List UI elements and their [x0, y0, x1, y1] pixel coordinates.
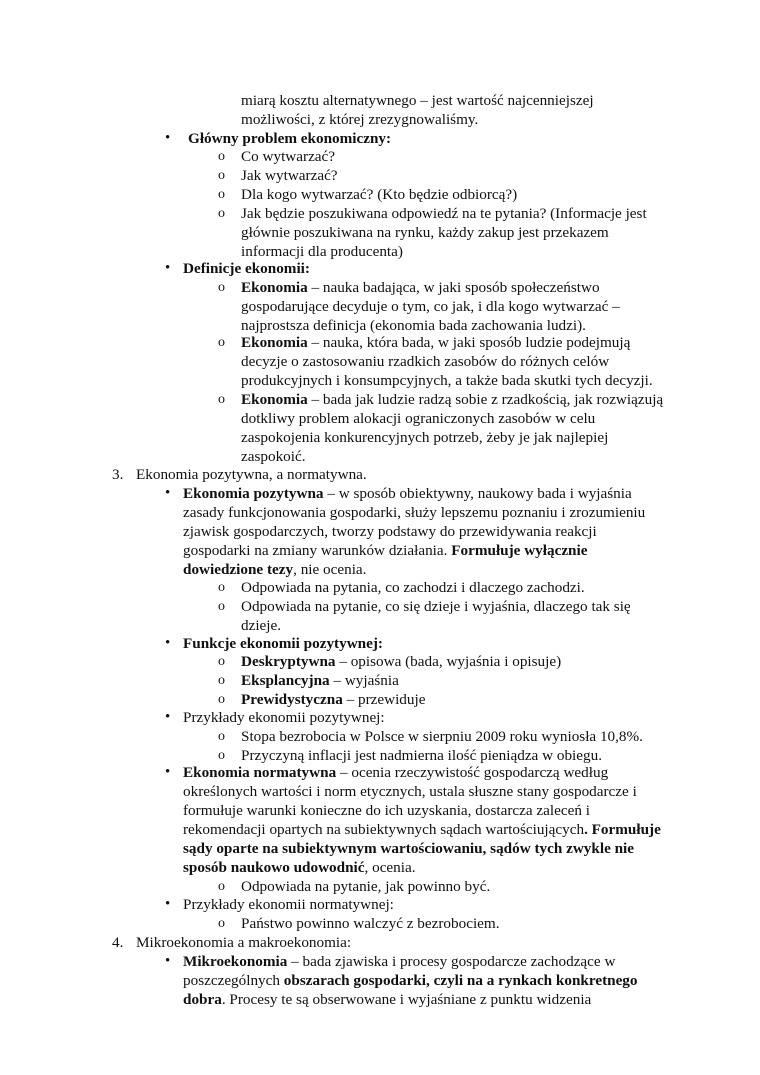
circle-bullet-icon: o	[218, 654, 225, 669]
circle-bullet-icon: o	[218, 187, 225, 202]
definition-line: gospodarujące decyduje o tym, co jak, i dla kogo wytwarzać –	[241, 298, 620, 315]
list-item: dzieje.	[241, 617, 282, 634]
paragraph-line: zasady funkcjonowania gospodarki, służy lepszemu poznaniu i zrozumieniu	[183, 504, 646, 521]
definition-line: najprostsza definicja (ekonomia bada zachowania ludzi).	[241, 317, 586, 334]
list-item: Deskryptywna – opisowa (bada, wyjaśnia i opisuje)	[241, 653, 562, 670]
definition-line: Ekonomia – bada jak ludzie radzą sobie z rzadkością, jak rozwiązują	[241, 391, 664, 408]
paragraph-line: sposób naukowo udowodnić, ocenia.	[183, 859, 416, 876]
bullet-icon: •	[165, 896, 171, 912]
circle-bullet-icon: o	[218, 673, 225, 688]
definition-line: Ekonomia – nauka, która bada, w jaki sposób ludzie podejmują	[241, 334, 631, 351]
definition-line: dotkliwy problem alokacji ograniczonych zasobów w celu	[241, 410, 596, 427]
circle-bullet-icon: o	[218, 916, 225, 931]
paragraph-line: Ekonomia pozytywna – w sposób obiektywny, naukowy bada i wyjaśnia	[183, 485, 632, 502]
circle-bullet-icon: o	[218, 692, 225, 707]
intro-line: miarą kosztu alternatywnego – jest wartość najcenniejszej	[241, 92, 594, 109]
paragraph-line: gospodarki na zmiany warunków działania. Formułuje wyłącznie	[183, 542, 588, 559]
definition-line: decyzje o zastosowaniu rzadkich zasobów do różnych celów	[241, 353, 610, 370]
list-item: Stopa bezrobocia w Polsce w sierpniu 2009 roku wyniosła 10,8%.	[241, 728, 643, 745]
bullet-icon: •	[165, 953, 171, 969]
bullet-icon: •	[165, 260, 171, 276]
list-item: Odpowiada na pytania, co zachodzi i dlaczego zachodzi.	[241, 579, 585, 596]
definition-line: produkcyjnych i konsumpcyjnych, a także bada skutki tych decyzji.	[241, 372, 653, 389]
paragraph-line: określonych wartości i norm etycznych, ustala słuszne stany gospodarcze i	[183, 783, 637, 800]
definition-line: zaspokoić.	[241, 448, 306, 465]
paragraph-line: poszczególnych obszarach gospodarki, czyli na a rynkach konkretnego	[183, 972, 638, 989]
section-title: Mikroekonomia a makroekonomia:	[136, 934, 352, 951]
list-item: Jak będzie poszukiwana odpowiedź na te pytania? (Informacje jest	[241, 205, 647, 222]
circle-bullet-icon: o	[218, 580, 225, 595]
main-problem-heading: Główny problem ekonomiczny:	[188, 130, 392, 147]
list-item: Przyczyną inflacji jest nadmierna ilość pieniądza w obiegu.	[241, 747, 602, 764]
definition-line: Ekonomia – nauka badająca, w jaki sposób społeczeństwo	[241, 279, 600, 296]
circle-bullet-icon: o	[218, 206, 225, 221]
list-item: Odpowiada na pytanie, co się dzieje i wyjaśnia, dlaczego tak się	[241, 598, 631, 615]
circle-bullet-icon: o	[218, 335, 225, 350]
bullet-icon: •	[165, 764, 171, 780]
list-item: Prewidystyczna – przewiduje	[241, 691, 426, 708]
paragraph-line: sądy oparte na subiektywnym wartościowaniu, sądów tych zwykle nie	[183, 840, 635, 857]
circle-bullet-icon: o	[218, 748, 225, 763]
paragraph-line: zjawisk gospodarczych, tworzy podstawy do przewidywania reakcji	[183, 523, 597, 540]
paragraph-line: formułuje warunki konieczne do ich uzyskania, dostarcza zaleceń i	[183, 802, 590, 819]
bullet-icon: •	[165, 130, 171, 146]
list-item: Jak wytwarzać?	[241, 167, 338, 184]
circle-bullet-icon: o	[218, 280, 225, 295]
list-item: Odpowiada na pytanie, jak powinno być.	[241, 878, 491, 895]
section-number: 4.	[112, 934, 124, 951]
list-item: głównie poszukiwana na rynku, każdy zakup jest przekazem	[241, 224, 609, 241]
functions-heading: Funkcje ekonomii pozytywnej:	[183, 635, 383, 652]
circle-bullet-icon: o	[218, 729, 225, 744]
section-number: 3.	[112, 466, 124, 483]
circle-bullet-icon: o	[218, 392, 225, 407]
bullet-icon: •	[165, 709, 171, 725]
list-item: Państwo powinno walczyć z bezrobociem.	[241, 915, 500, 932]
paragraph-line: Mikroekonomia – bada zjawiska i procesy gospodarcze zachodzące w	[183, 953, 616, 970]
paragraph-line: rekomendacji opartych na subiektywnych sądach wartościujących. Formułuje	[183, 821, 661, 838]
list-item: Co wytwarzać?	[241, 148, 336, 165]
circle-bullet-icon: o	[218, 599, 225, 614]
examples-heading: Przykłady ekonomii normatywnej:	[183, 896, 394, 913]
circle-bullet-icon: o	[218, 879, 225, 894]
paragraph-line: dobra. Procesy te są obserwowane i wyjaśniane z punktu widzenia	[183, 991, 592, 1008]
bullet-icon: •	[165, 635, 171, 651]
paragraph-line: dowiedzione tezy, nie ocenia.	[183, 561, 367, 578]
list-item: Dla kogo wytwarzać? (Kto będzie odbiorcą?)	[241, 186, 518, 203]
intro-line: możliwości, z której zrezygnowaliśmy.	[241, 111, 479, 128]
definition-line: zaspokojenia konkurencyjnych potrzeb, żeby je jak najlepiej	[241, 429, 609, 446]
list-item: informacji dla producenta)	[241, 243, 403, 260]
bullet-icon: •	[165, 485, 171, 501]
paragraph-line: Ekonomia normatywna – ocenia rzeczywistość gospodarczą według	[183, 764, 609, 781]
circle-bullet-icon: o	[218, 149, 225, 164]
definitions-heading: Definicje ekonomii:	[183, 260, 310, 277]
list-item: Eksplancyjna – wyjaśnia	[241, 672, 399, 689]
section-title: Ekonomia pozytywna, a normatywna.	[136, 466, 367, 483]
circle-bullet-icon: o	[218, 168, 225, 183]
examples-heading: Przykłady ekonomii pozytywnej:	[183, 709, 385, 726]
